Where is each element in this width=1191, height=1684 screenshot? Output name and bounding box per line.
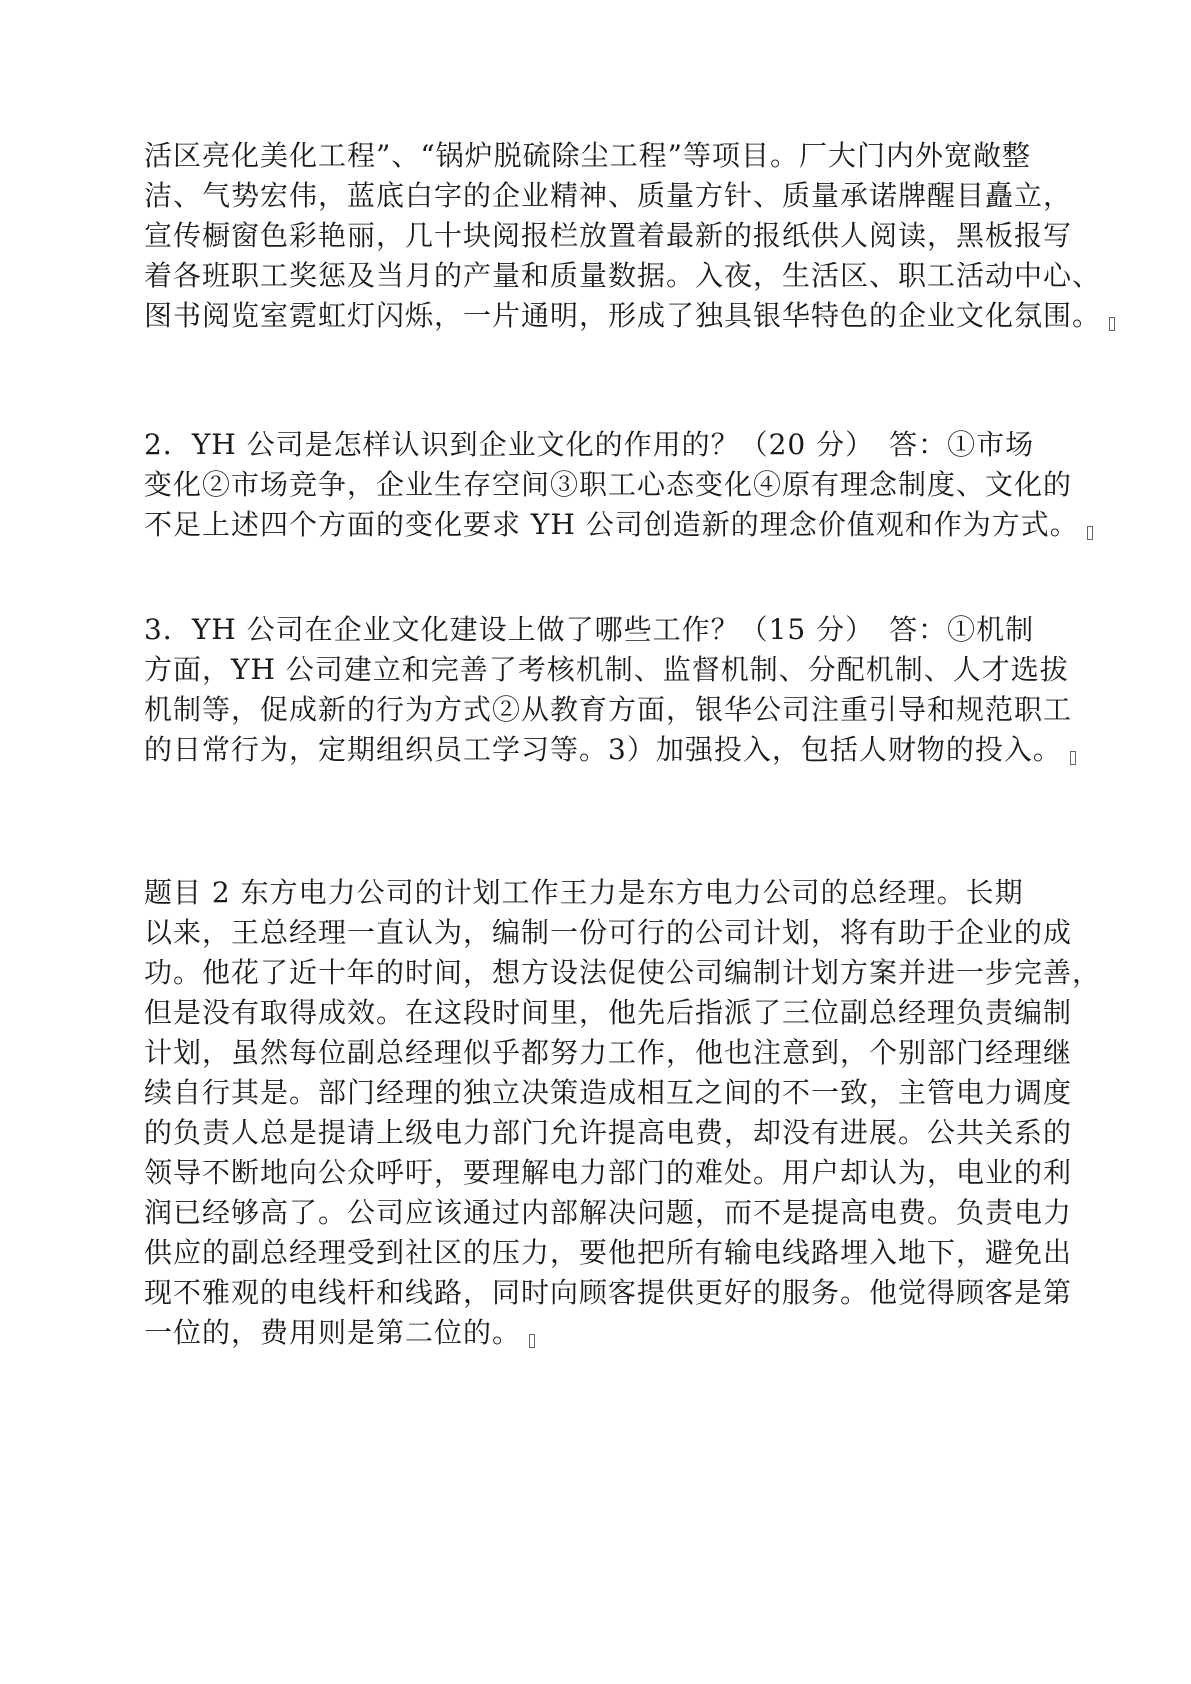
- text-line: 的负责人总是提请上级电力部门允许提高电费，却没有进展。公共关系的: [144, 1116, 1073, 1149]
- text-line: 供应的副总经理受到社区的压力，要他把所有输电线路埋入地下，避免出: [144, 1236, 1073, 1269]
- text-line: 现不雅观的电线杆和线路，同时向顾客提供更好的服务。他觉得顾客是第: [144, 1276, 1073, 1309]
- paragraph-end-mark-icon: [529, 1334, 535, 1348]
- paragraph-3-question: [144, 610, 1074, 770]
- paragraph-end-mark-icon: [1109, 317, 1115, 331]
- text-line-last: [144, 505, 1079, 545]
- text-line: 但是没有取得成效。在这段时间里，他先后指派了三位副总经理负责编制: [144, 996, 1073, 1029]
- text-line: 方面，YH 公司建立和完善了考核机制、监督机制、分配机制、人才选拔: [144, 653, 1069, 686]
- text-line: 3．YH 公司在企业文化建设上做了哪些工作？（15 分） 答：①机制: [144, 613, 1035, 646]
- text-line: 着各班职工奖惩及当月的产量和质量数据。入夜，生活区、职工活动中心、: [144, 259, 1102, 292]
- paragraph-2-question: [144, 425, 1079, 545]
- paragraph-end-mark-icon: [1087, 526, 1093, 540]
- text-line: 活区亮化美化工程”、“锅炉脱硫除尘工程”等项目。厂大门内外宽敞整: [144, 139, 1031, 172]
- text-line: 续自行其是。部门经理的独立决策造成相互之间的不一致，主管电力调度: [144, 1076, 1073, 1109]
- text-line: 机制等，促成新的行为方式②从教育方面，银华公司注重引导和规范职工: [144, 693, 1073, 726]
- text-line-content: 图书阅览室霓虹灯闪烁，一片通明，形成了独具银华特色的企业文化氛围。: [144, 299, 1102, 332]
- text-line: 宣传橱窗色彩艳丽，几十块阅报栏放置着最新的报纸供人阅读，黑板报写: [144, 219, 1073, 252]
- text-line: 题目 2 东方电力公司的计划工作王力是东方电力公司的总经理。长期: [144, 876, 1024, 909]
- text-line-content: 的日常行为，定期组织员工学习等。3）加强投入，包括人财物的投入。: [144, 733, 1062, 766]
- paragraph-1: [144, 136, 1102, 336]
- text-line-content: 一位的，费用则是第二位的。: [144, 1316, 522, 1349]
- paragraph-4-case: [144, 873, 1102, 1353]
- text-line: 洁、气势宏伟，蓝底白字的企业精神、质量方针、质量承诺牌醒目矗立，: [144, 179, 1073, 212]
- text-line-last: [144, 296, 1102, 336]
- text-line: 领导不断地向公众呼吁，要理解电力部门的难处。用户却认为，电业的利: [144, 1156, 1073, 1189]
- text-line: 润已经够高了。公司应该通过内部解决问题，而不是提高电费。负责电力: [144, 1196, 1073, 1229]
- text-line: 变化②市场竞争，企业生存空间③职工心态变化④原有理念制度、文化的: [144, 468, 1073, 501]
- text-line-last: [144, 730, 1074, 770]
- text-line: 以来，王总经理一直认为，编制一份可行的公司计划，将有助于企业的成: [144, 916, 1073, 949]
- text-line: 计划，虽然每位副总经理似乎都努力工作，他也注意到，个别部门经理继: [144, 1036, 1073, 1069]
- text-line: 2．YH 公司是怎样认识到企业文化的作用的？（20 分） 答：①市场: [144, 428, 1035, 461]
- text-line: 功。他花了近十年的时间，想方设法促使公司编制计划方案并进一步完善，: [144, 956, 1102, 989]
- text-line-content: 不足上述四个方面的变化要求 YH 公司创造新的理念价值观和作为方式。: [144, 508, 1079, 541]
- paragraph-end-mark-icon: [1070, 751, 1076, 765]
- text-line-last: [144, 1313, 1074, 1353]
